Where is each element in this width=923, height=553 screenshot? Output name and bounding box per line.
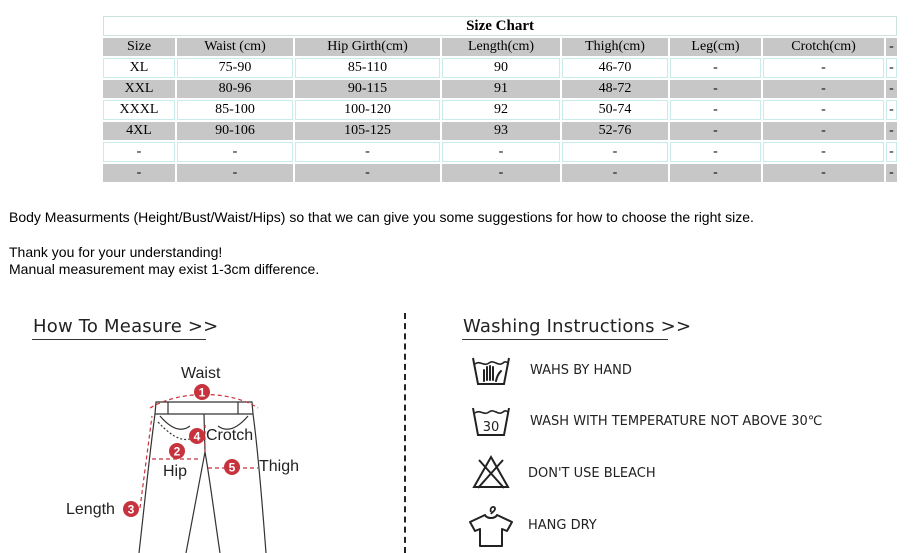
table-cell: - [670,122,761,140]
wash-30-tub-text: 30 [482,420,500,435]
table-cell: - [103,164,175,182]
table-cell: 52-76 [562,122,668,140]
table-cell: 90-115 [295,80,440,98]
marker-1-number: 1 [198,385,206,400]
pants-outline [139,402,266,553]
table-cell: - [763,142,884,162]
table-cell: 75-90 [177,58,293,78]
size-chart-header-row [103,38,897,56]
table-cell: - [763,100,884,120]
table-cell: 90-106 [177,122,293,140]
table-cell: 80-96 [177,80,293,98]
table-cell: - [670,100,761,120]
hand-wash-icon [471,352,511,388]
marker-5 [224,459,240,475]
marker-2 [169,443,185,459]
table-cell: - [763,122,884,140]
hang-dry-label: HANG DRY [528,518,597,533]
table-cell: - [295,164,440,182]
table-cell: - [562,164,668,182]
table-cell: 92 [442,100,560,120]
marker-3-number: 3 [127,502,135,517]
table-cell: 85-100 [177,100,293,120]
header-cell: Hip Girth(cm) [295,38,440,56]
table-cell: XXL [103,80,175,98]
no-bleach-icon [471,454,511,490]
table-cell: 85-110 [295,58,440,78]
table-cell: - [670,80,761,98]
wash-30-label: WASH WITH TEMPERATURE NOT ABOVE 30℃ [530,414,823,429]
table-cell: 93 [442,122,560,140]
size-chart-title: Size Chart [103,16,897,36]
table-cell: XL [103,58,175,78]
header-cell: Leg(cm) [670,38,761,56]
table-cell: - [670,142,761,162]
pants-measure-diagram [0,340,400,553]
table-cell: 100-120 [295,100,440,120]
table-row [103,100,897,120]
table-cell: - [670,164,761,182]
table-cell: - [763,58,884,78]
table-cell: - [670,58,761,78]
marker-3 [123,501,139,517]
no-bleach-label: DON'T USE BLEACH [528,466,656,481]
hang-dry-icon [468,504,514,548]
wash-30-icon [471,404,511,438]
how-to-measure-title: How To Measure >> [33,316,219,337]
marker-4-number: 4 [193,429,201,444]
marker-5-number: 5 [228,460,236,475]
table-cell: - [103,142,175,162]
table-cell: - [763,80,884,98]
header-cell: Thigh(cm) [562,38,668,56]
header-cell: Crotch(cm) [763,38,884,56]
table-cell: XXXL [103,100,175,120]
table-cell: 48-72 [562,80,668,98]
table-cell: - [886,80,897,98]
size-chart-table [101,14,899,184]
section-divider [404,313,406,553]
header-cell: Length(cm) [442,38,560,56]
table-cell: - [177,142,293,162]
table-cell: - [886,122,897,140]
table-cell: - [295,142,440,162]
table-row [103,122,897,140]
measurement-difference-note: Manual measurement may exist 1-3cm difference. [9,261,320,277]
table-cell: 90 [442,58,560,78]
table-cell: - [886,164,897,182]
table-cell: 91 [442,80,560,98]
table-cell: 46-70 [562,58,668,78]
table-row [103,58,897,78]
table-row [103,142,897,162]
table-cell: 4XL [103,122,175,140]
header-cell: Size [103,38,175,56]
hip-label: Hip [163,463,188,480]
table-cell: - [442,164,560,182]
table-cell: 105-125 [295,122,440,140]
table-cell: 50-74 [562,100,668,120]
table-cell: - [562,142,668,162]
waist-label: Waist [181,365,221,382]
thanks-note: Thank you for your understanding! [9,244,223,260]
washing-instructions-title: Washing Instructions >> [463,316,692,337]
washing-instructions-underline [462,339,668,340]
thigh-label: Thigh [259,458,300,475]
table-cell: - [442,142,560,162]
table-row [103,80,897,98]
marker-4 [189,428,205,444]
header-cell: Waist (cm) [177,38,293,56]
marker-2-number: 2 [173,444,181,459]
table-cell: - [886,58,897,78]
marker-1 [194,384,210,400]
table-cell: - [886,142,897,162]
table-cell: - [177,164,293,182]
table-row [103,164,897,182]
hand-wash-label: WAHS BY HAND [530,363,632,378]
table-cell: - [886,100,897,120]
measurement-lines [140,395,258,509]
crotch-label: Crotch [206,427,254,444]
length-label: Length [66,501,115,518]
table-cell: - [763,164,884,182]
body-measurements-note: Body Measurments (Height/Bust/Waist/Hips) so that we can give you some suggestions for how to choose the right size. [9,209,754,225]
header-cell: - [886,38,897,56]
